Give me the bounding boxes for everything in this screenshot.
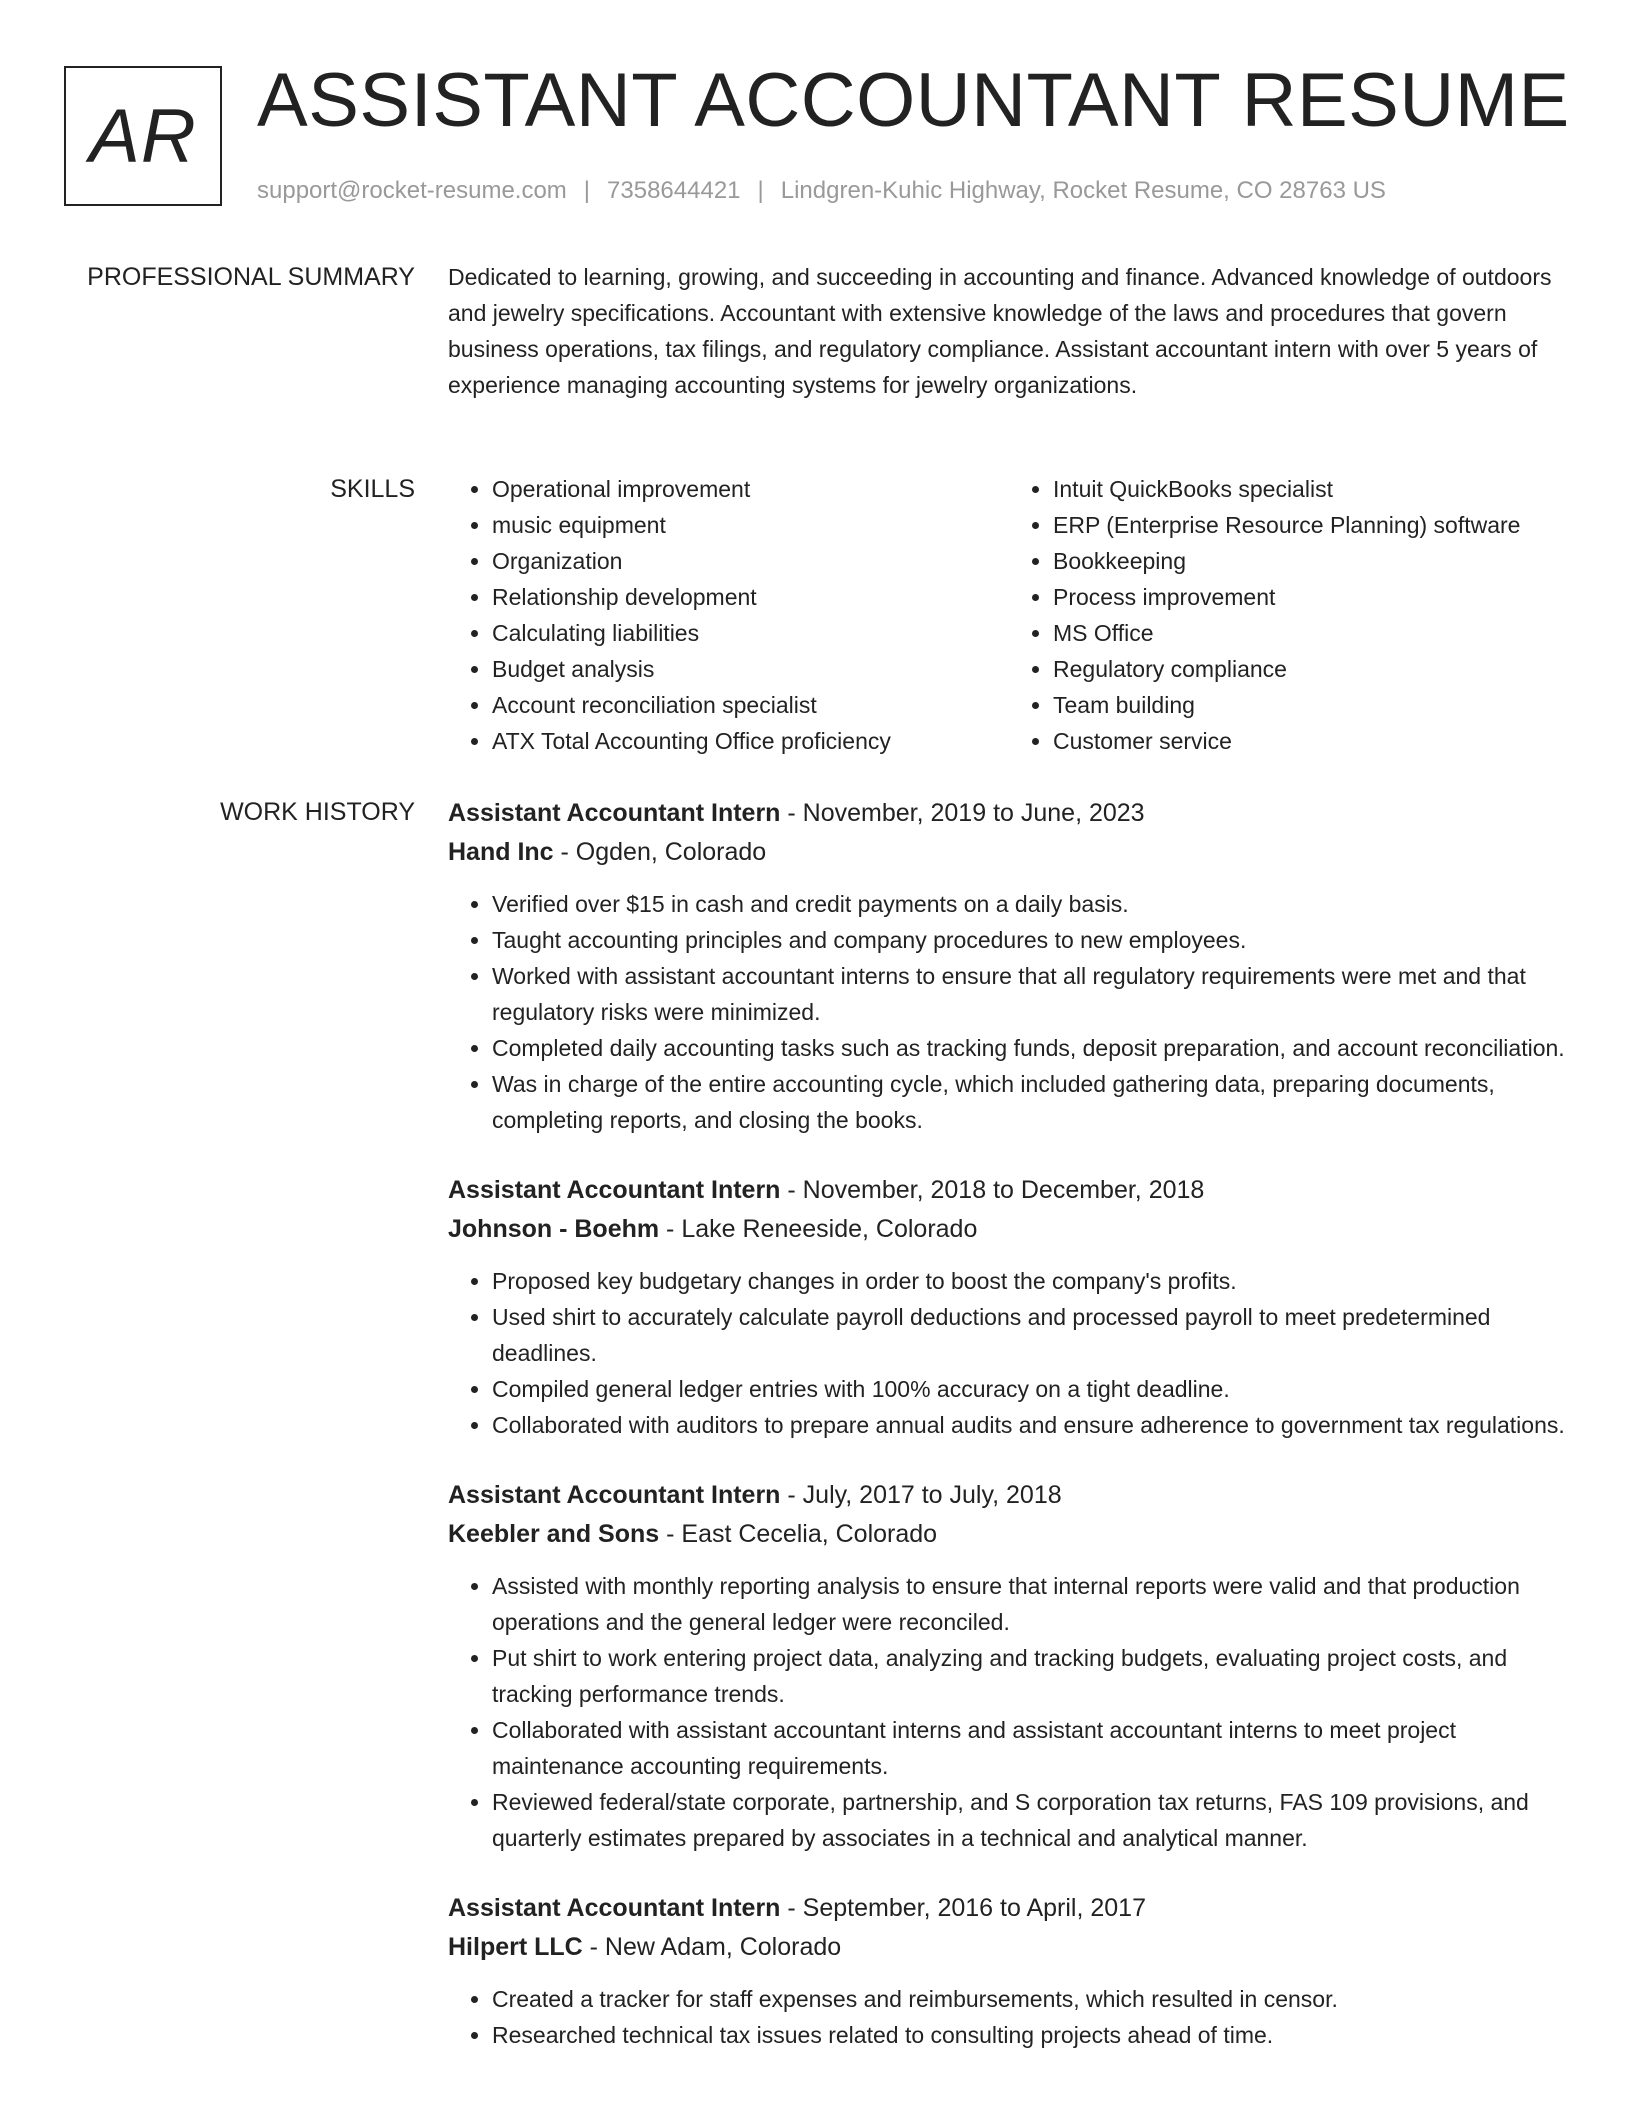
job-duties [448, 1981, 1570, 2053]
job-title-line [448, 794, 1570, 833]
skill-item: • Bookkeeping [1053, 543, 1570, 579]
skill-item: • Organization [492, 543, 1009, 579]
job-title: Assistant Accountant Intern [448, 1481, 781, 1509]
job-company-line [448, 1928, 1570, 1967]
contact-email: support@rocket-resume.com [257, 177, 567, 204]
summary-heading: PROFESSIONAL SUMMARY [87, 263, 415, 291]
job-company-line [448, 1515, 1570, 1554]
job-duty: • Completed daily accounting tasks such as tracking funds, deposit preparation, and account reconciliation. [492, 1030, 1570, 1066]
skill-item: • Budget analysis [492, 651, 1009, 687]
contact-phone: 7358644421 [607, 177, 741, 204]
job-title-line [448, 1476, 1570, 1515]
job-duty: • Used shirt to accurately calculate payroll deductions and processed payroll to meet predetermined deadlines. [492, 1299, 1570, 1371]
job-company: Keebler and Sons [448, 1520, 660, 1548]
skill-item: • ATX Total Accounting Office proficiency [492, 723, 1009, 759]
skill-item: • Regulatory compliance [1053, 651, 1570, 687]
job-duty: • Collaborated with assistant accountant interns and assistant accountant interns to meet project maintenance accounting requirements. [492, 1712, 1570, 1784]
skill-item: • Operational improvement [492, 471, 1009, 507]
job-title-line [448, 1171, 1570, 1210]
skill-item: • Team building [1053, 687, 1570, 723]
skills-list-right [1009, 471, 1570, 759]
job-duty: • Compiled general ledger entries with 100% accuracy on a tight deadline. [492, 1371, 1570, 1407]
work-history-heading: WORK HISTORY [220, 798, 415, 826]
contact-separator: | [757, 177, 764, 204]
skill-item: • Account reconciliation specialist [492, 687, 1009, 723]
job-title: Assistant Accountant Intern [448, 1176, 781, 1204]
job-company-line [448, 833, 1570, 872]
job-duty: • Proposed key budgetary changes in order to boost the company's profits. [492, 1263, 1570, 1299]
job-duty: • Verified over $15 in cash and credit payments on a daily basis. [492, 886, 1570, 922]
skill-item: • Relationship development [492, 579, 1009, 615]
skill-item: • Calculating liabilities [492, 615, 1009, 651]
job-location: - Lake Reneeside, Colorado [659, 1215, 978, 1243]
job-title-line [448, 1889, 1570, 1928]
job-company: Hilpert LLC [448, 1933, 583, 1961]
job-entry [448, 794, 1570, 1138]
skill-item: • Customer service [1053, 723, 1570, 759]
contact-line [257, 175, 1386, 207]
job-dates: - September, 2016 to April, 2017 [780, 1894, 1146, 1922]
job-location: - East Cecelia, Colorado [659, 1520, 938, 1548]
job-duty: • Put shirt to work entering project data, analyzing and tracking budgets, evaluating project costs, and tracking performance trends. [492, 1640, 1570, 1712]
skills-list-left [448, 471, 1009, 759]
job-duty: • Assisted with monthly reporting analysis to ensure that internal reports were valid and that production operations and the general ledger were reconciled. [492, 1568, 1570, 1640]
job-duty: • Created a tracker for staff expenses and reimbursements, which resulted in censor. [492, 1981, 1570, 2017]
job-entry [448, 1889, 1570, 2053]
job-duties [448, 1263, 1570, 1443]
contact-separator: | [583, 177, 591, 204]
contact-address: Lindgren-Kuhic Highway, Rocket Resume, CO 28763 US [780, 177, 1386, 204]
job-duty: • Worked with assistant accountant interns to ensure that all regulatory requirements were met and that regulatory risks were minimized. [492, 958, 1570, 1030]
job-dates: - November, 2018 to December, 2018 [780, 1176, 1205, 1204]
job-duties [448, 886, 1570, 1138]
summary-text: Dedicated to learning, growing, and succeeding in accounting and finance. Advanced knowledge of outdoors and jewelry specifications. Accountant with extensive knowledge of the laws and procedures that govern business operations, tax filings, and regulatory compliance. Assistant accountant intern with over 5 years of experience managing accounting systems for jewelry organizations. [448, 264, 1552, 398]
job-dates: - July, 2017 to July, 2018 [780, 1481, 1062, 1509]
job-company: Hand Inc [448, 838, 554, 866]
skills-heading: SKILLS [330, 475, 415, 503]
job-title: Assistant Accountant Intern [448, 1894, 781, 1922]
job-duty: • Taught accounting principles and company procedures to new employees. [492, 922, 1570, 958]
job-duty: • Reviewed federal/state corporate, partnership, and S corporation tax returns, FAS 109 provisions, and quarterly estimates prepared by associates in a technical and analytical manner. [492, 1784, 1570, 1856]
skill-item: • ERP (Enterprise Resource Planning) software [1053, 507, 1570, 543]
skill-item: • MS Office [1053, 615, 1570, 651]
job-entry [448, 1476, 1570, 1856]
job-title: Assistant Accountant Intern [448, 799, 781, 827]
job-duty: • Was in charge of the entire accounting cycle, which included gathering data, preparing documents, completing reports, and closing the books. [492, 1066, 1570, 1138]
initials-monogram: AR [64, 66, 222, 206]
job-location: - Ogden, Colorado [553, 838, 767, 866]
skill-item: • music equipment [492, 507, 1009, 543]
job-duty: • Researched technical tax issues related to consulting projects ahead of time. [492, 2017, 1570, 2053]
job-location: - New Adam, Colorado [582, 1933, 842, 1961]
skill-item: • Intuit QuickBooks specialist [1053, 471, 1570, 507]
job-company: Johnson - Boehm [448, 1215, 660, 1243]
job-dates: - November, 2019 to June, 2023 [780, 799, 1145, 827]
job-duties [448, 1568, 1570, 1856]
skill-item: • Process improvement [1053, 579, 1570, 615]
resume-title: ASSISTANT ACCOUNTANT RESUME [257, 58, 1570, 143]
job-company-line [448, 1210, 1570, 1249]
job-duty: • Collaborated with auditors to prepare annual audits and ensure adherence to government tax regulations. [492, 1407, 1570, 1443]
job-entry [448, 1171, 1570, 1443]
